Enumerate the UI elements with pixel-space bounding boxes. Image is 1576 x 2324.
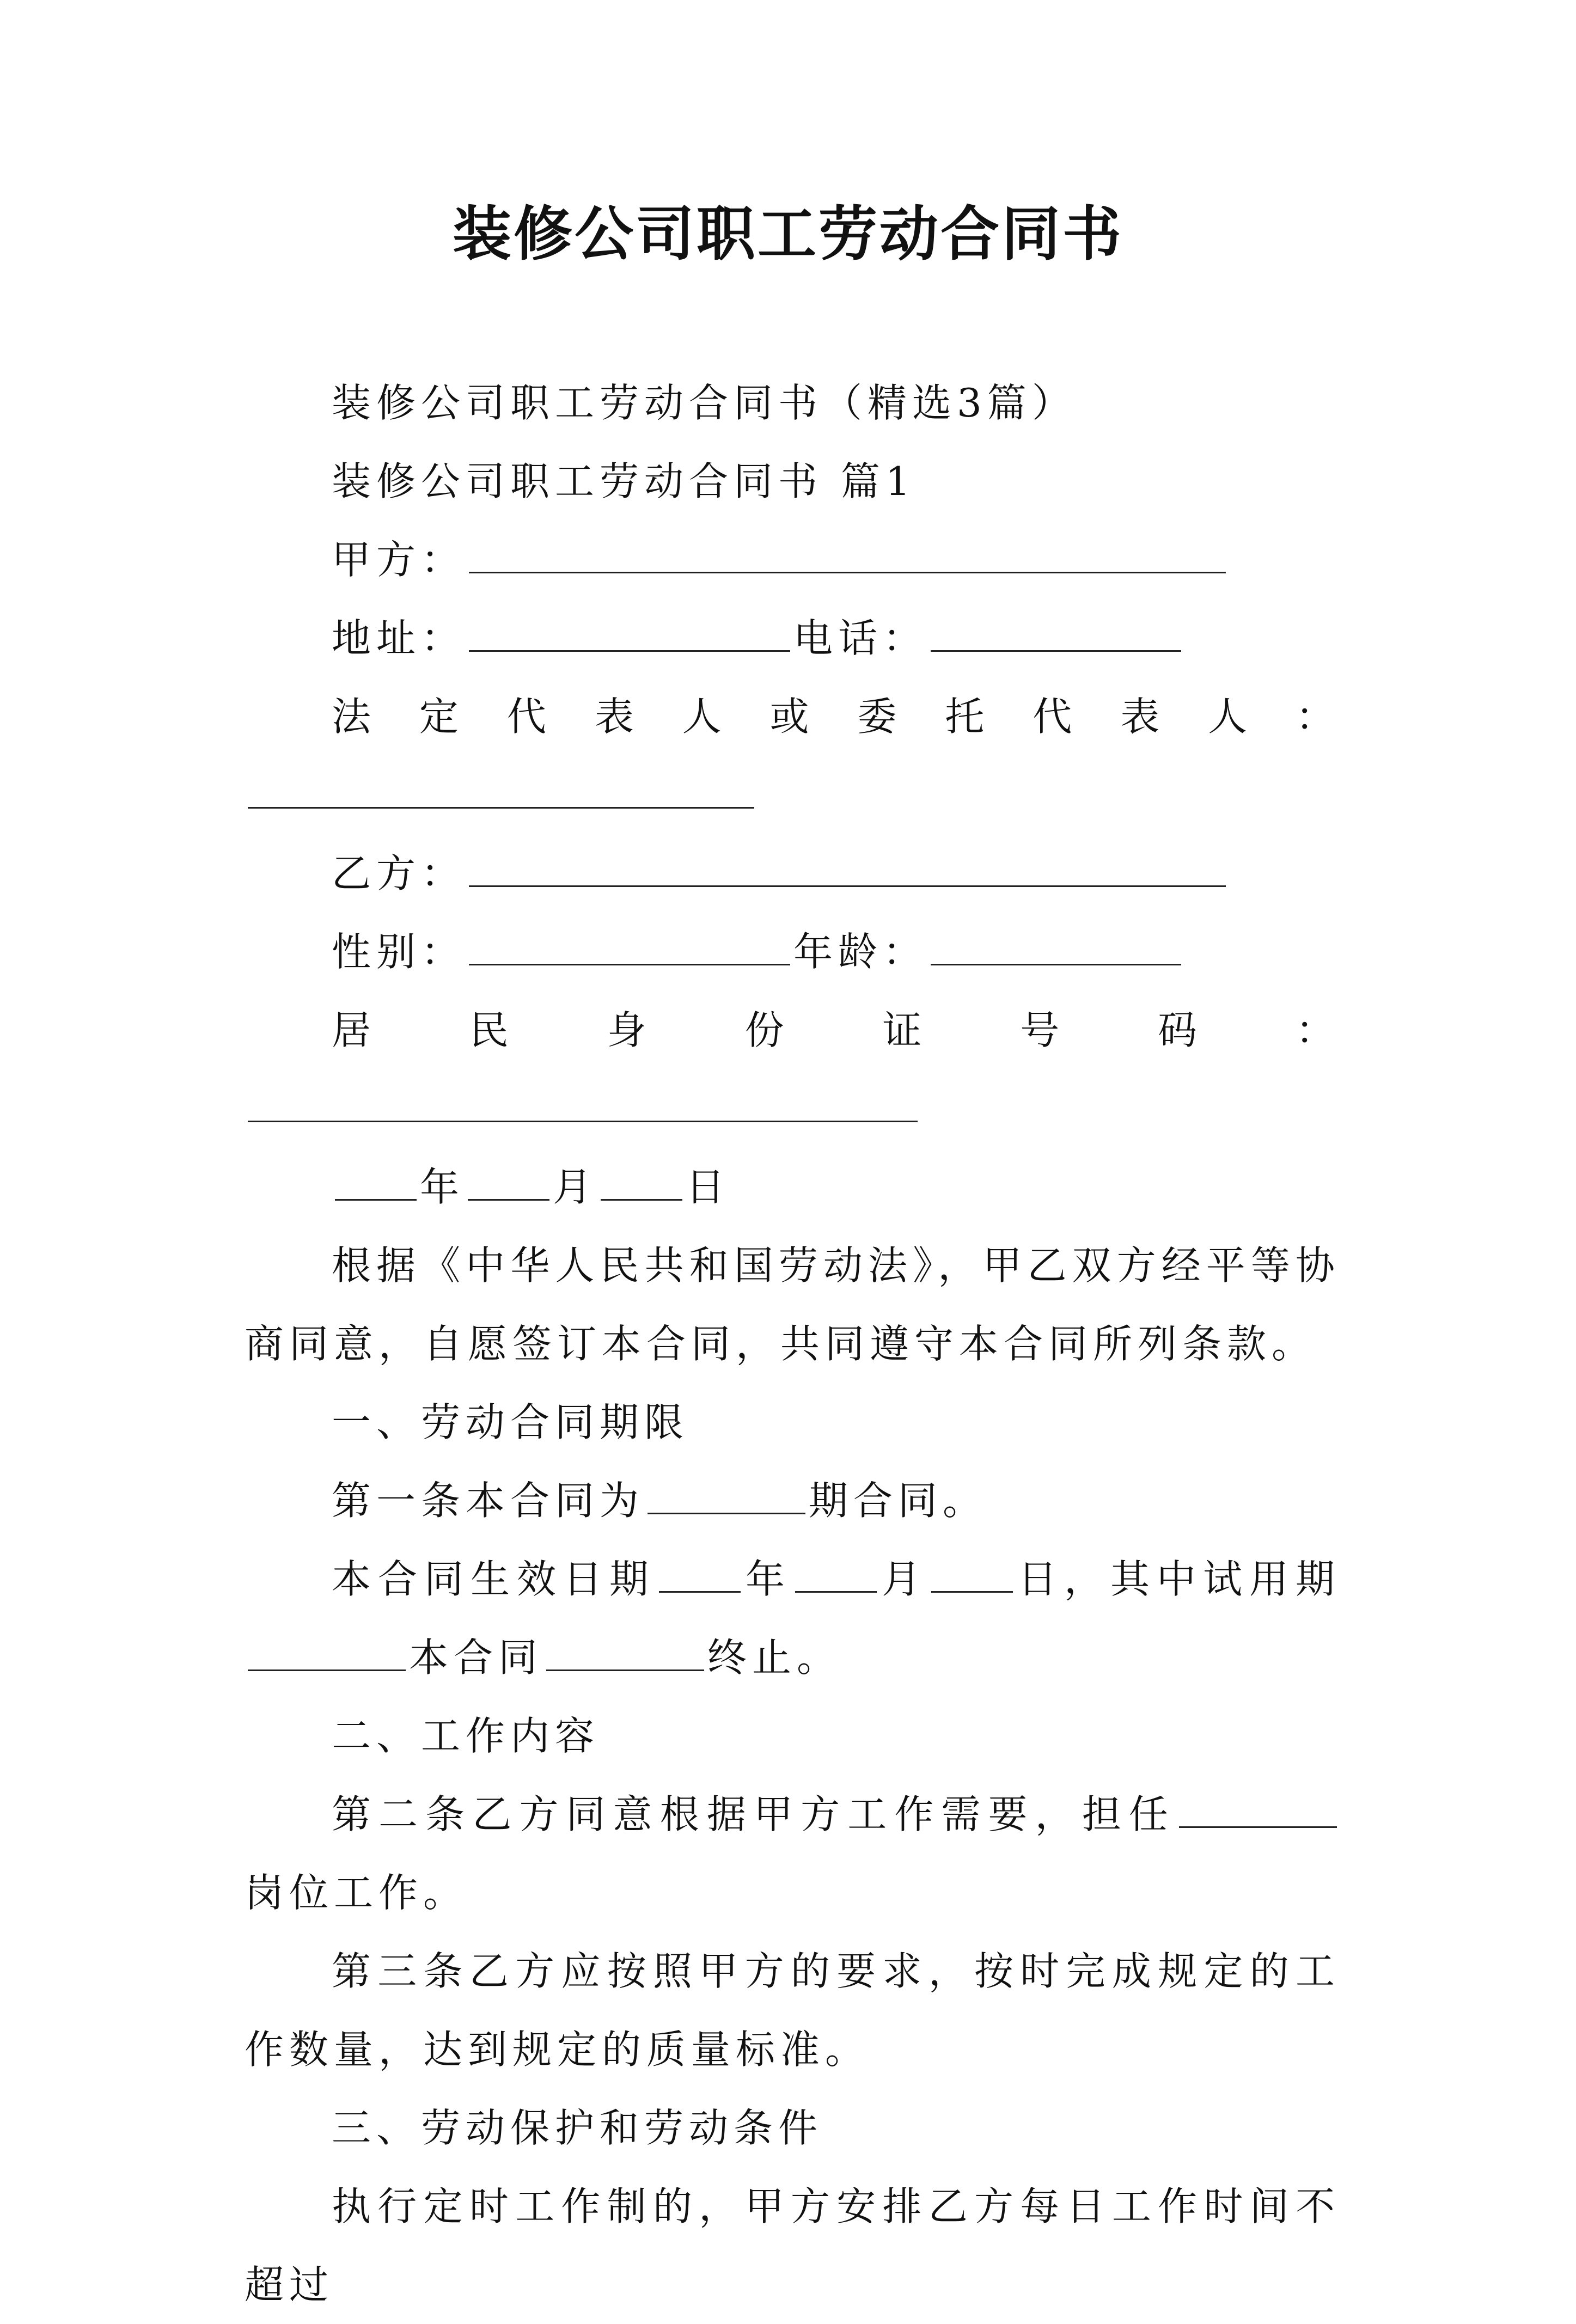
party-a-blank[interactable] xyxy=(469,542,1226,573)
article-2 xyxy=(245,1775,1340,1932)
day-label: 日 xyxy=(686,1164,731,1210)
year-label: 年 xyxy=(420,1164,465,1210)
party-b-row xyxy=(245,834,1340,913)
party-b-label: 乙方： xyxy=(332,851,466,896)
phone-blank[interactable] xyxy=(931,621,1181,652)
year-blank[interactable] xyxy=(335,1170,417,1201)
effective-text-a: 本合同生效日期 xyxy=(332,1556,656,1602)
article-3: 第三条乙方应按照甲方的要求，按时完成规定的工作数量，达到规定的质量标准。 xyxy=(245,1948,1340,2072)
document-title: 装修公司职工劳动合同书 xyxy=(452,200,1123,268)
section-2-title: 二、工作内容 xyxy=(332,1713,600,1759)
age-label: 年龄： xyxy=(793,929,928,975)
eff-year-label: 年 xyxy=(743,1556,792,1602)
legal-rep-row xyxy=(245,677,1340,834)
party-b-blank[interactable] xyxy=(469,856,1226,887)
legal-rep-label: 法定代表人或委托代表人： xyxy=(332,694,1340,739)
eff-day-label: 日，其中试用期 xyxy=(1016,1556,1340,1602)
effective-text-b: 本合同 xyxy=(409,1635,543,1680)
effective-text-c: 终止。 xyxy=(707,1635,842,1680)
section-1-title: 一、劳动合同期限 xyxy=(332,1399,689,1445)
effective-date-paragraph xyxy=(245,1540,1340,1697)
intro-paragraph: 根据《中华人民共和国劳动法》，甲乙双方经平等协商同意，自愿签订本合同，共同遵守本合同所列条款。 xyxy=(245,1243,1340,1367)
eff-month-label: 月 xyxy=(879,1556,928,1602)
article-2-text-b: 岗位工作。 xyxy=(245,1870,468,1916)
age-blank[interactable] xyxy=(931,934,1181,965)
section-3-title: 三、劳动保护和劳动条件 xyxy=(332,2105,823,2151)
month-blank[interactable] xyxy=(468,1170,549,1201)
eff-day-blank[interactable] xyxy=(931,1562,1013,1593)
party-a-label: 甲方： xyxy=(332,537,466,583)
article-2-text-a: 第二条乙方同意根据甲方工作需要，担任 xyxy=(332,1791,1176,1837)
phone-label: 电话： xyxy=(793,615,928,661)
subtitle: 装修公司职工劳动合同书（精选3篇） xyxy=(332,380,1077,426)
probation-blank[interactable] xyxy=(248,1640,406,1671)
address-blank[interactable] xyxy=(469,621,790,652)
month-label: 月 xyxy=(553,1164,598,1210)
document-body xyxy=(245,364,1340,2324)
gender-label: 性别： xyxy=(332,929,466,975)
day-blank[interactable] xyxy=(601,1170,682,1201)
position-blank[interactable] xyxy=(1179,1797,1337,1828)
party-a-row xyxy=(245,521,1340,599)
date-row xyxy=(245,1148,1340,1226)
article-1 xyxy=(245,1461,1340,1540)
article-1-text-a: 第一条本合同为 xyxy=(332,1478,645,1524)
eff-month-blank[interactable] xyxy=(795,1562,877,1593)
address-row xyxy=(245,599,1340,677)
article-1-text-b: 期合同。 xyxy=(809,1478,988,1524)
contract-type-blank[interactable] xyxy=(647,1483,805,1514)
gender-age-row xyxy=(245,913,1340,991)
end-date-blank[interactable] xyxy=(546,1640,704,1671)
id-row xyxy=(245,991,1340,1148)
part-title: 装修公司职工劳动合同书 篇1 xyxy=(332,458,916,504)
gender-blank[interactable] xyxy=(469,934,790,965)
eff-year-blank[interactable] xyxy=(659,1562,741,1593)
address-label: 地址： xyxy=(332,615,466,661)
id-label: 居民身份证号码： xyxy=(332,1007,1340,1053)
legal-rep-blank[interactable] xyxy=(248,778,754,809)
id-blank[interactable] xyxy=(248,1091,918,1122)
article-4: 执行定时工作制的，甲方安排乙方每日工作时间不超过 xyxy=(245,2184,1340,2308)
